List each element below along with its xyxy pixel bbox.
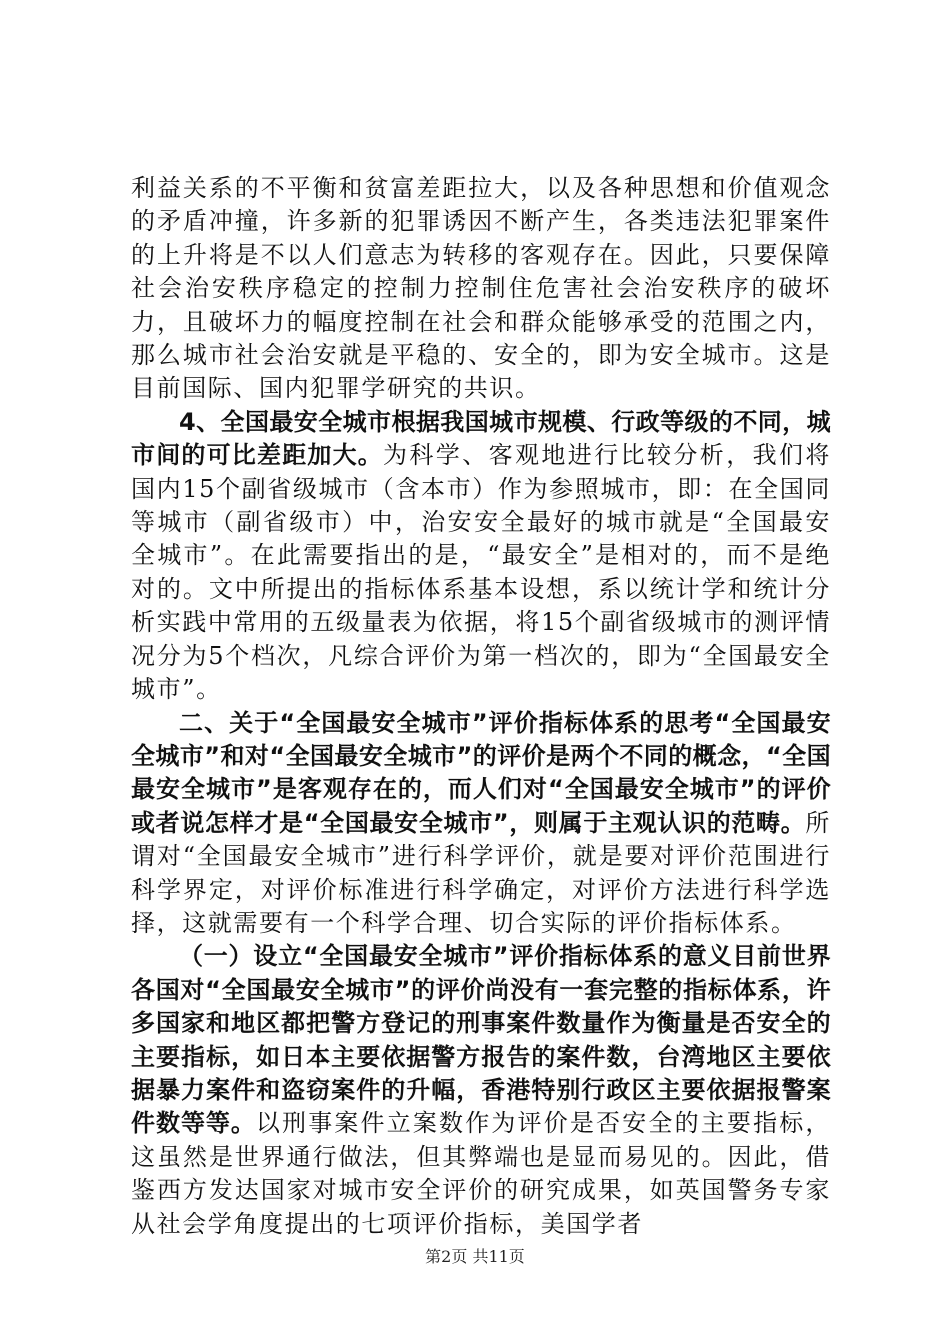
- paragraph-3-heading: 二、关于“全国最安全城市”评价指标体系的思考“全国最安全城市”和对“全国最安全城市”的评价是两个不同的概念，“全国最安全城市”是客观存在的，而人们对“全国最安全城市”的评价或者说怎样才是“全国最安全城市”，则属于主观认识的范畴。: [131, 708, 831, 837]
- paragraph-3: [131, 707, 831, 941]
- paragraph-2-heading: 4、全国最安全城市根据我国城市规模、行政等级的不同，城市间的可比差距加大。: [131, 407, 831, 470]
- paragraph-4-text: 以刑事案件立案数作为评价是否安全的主要指标，这虽然是世界通行做法，但其弊端也是显而易见的。因此，借鉴西方发达国家对城市安全评价的研究成果，如英国警务专家从社会学角度提出的七项评价指标，美国学者: [131, 1109, 832, 1238]
- paragraph-2-text: 为科学、客观地进行比较分析，我们将国内15个副省级城市（含本市）作为参照城市，即：在全国同等城市（副省级市）中，治安安全最好的城市就是“全国最安全城市”。在此需要指出的是，“最安全”是相对的，而不是绝对的。文中所提出的指标体系基本设想，系以统计学和统计分析实践中常用的五级量表为依据，将15个副省级城市的测评情况分为5个档次，凡综合评价为第一档次的，即为“全国最安全城市”。: [131, 441, 831, 704]
- paragraph-4: [131, 940, 831, 1241]
- page-number-footer: 第2页 共11页: [425, 1247, 525, 1266]
- paragraph-2: [131, 406, 831, 707]
- paragraph-1-text: 利益关系的不平衡和贫富差距拉大，以及各种思想和价值观念的矛盾冲撞，许多新的犯罪诱因不断产生，各类违法犯罪案件的上升将是不以人们意志为转移的客观存在。因此，只要保障社会治安秩序稳定的控制力控制住危害社会治安秩序的破坏力，且破坏力的幅度控制在社会和群众能够承受的范围之内，那么城市社会治安就是平稳的、安全的，即为安全城市。这是目前国际、国内犯罪学研究的共识。: [131, 174, 831, 403]
- document-body: [131, 172, 831, 1241]
- paragraph-3-text: 所谓对“全国最安全城市”进行科学评价，就是要对评价范围进行科学界定，对评价标准进行科学确定，对评价方法进行科学选择，这就需要有一个科学合理、切合实际的评价指标体系。: [131, 808, 831, 937]
- paragraph-4-heading: （一）设立“全国最安全城市”评价指标体系的意义目前世界各国对“全国最安全城市”的评价尚没有一套完整的指标体系，许多国家和地区都把警方登记的刑事案件数量作为衡量是否安全的主要指标，如日本主要依据警方报告的案件数，台湾地区主要依据暴力案件和盗窃案件的升幅，香港特别行政区主要依据报警案件数等等。: [131, 942, 831, 1138]
- paragraph-1: [131, 172, 831, 406]
